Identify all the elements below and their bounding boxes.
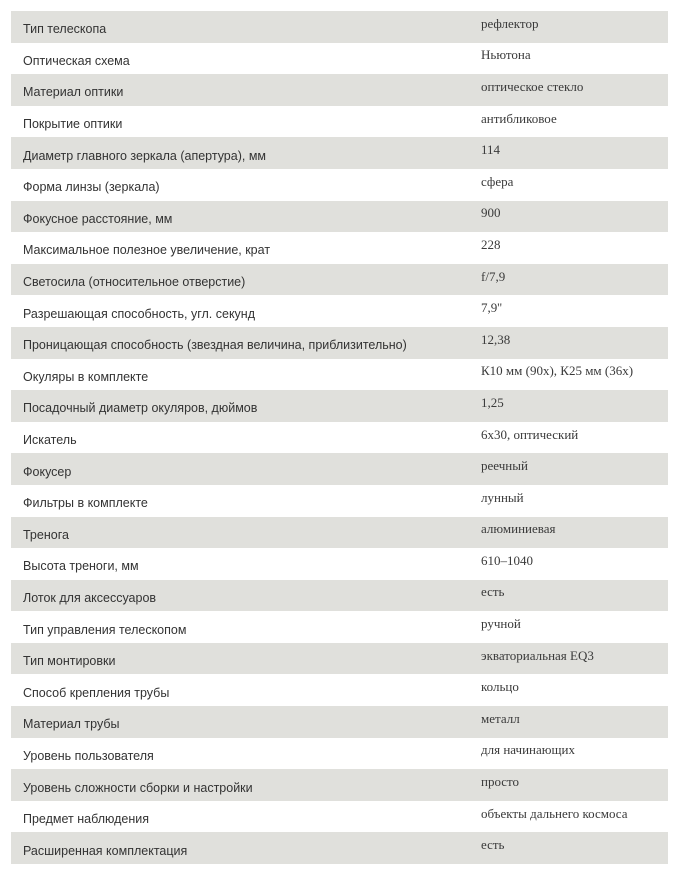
spec-row [11,295,668,327]
spec-row [11,832,668,864]
spec-label: Фильтры в комплекте [11,485,467,517]
spec-value: Ньютона [467,43,668,75]
spec-label: Материал оптики [11,74,467,106]
spec-value: лунный [467,485,668,517]
spec-row [11,643,668,675]
spec-value: кольцо [467,674,668,706]
spec-value: для начинающих [467,738,668,770]
spec-label: Расширенная комплектация [11,832,467,864]
spec-row [11,453,668,485]
spec-row [11,580,668,612]
spec-label: Диаметр главного зеркала (апертура), мм [11,137,467,169]
spec-row [11,517,668,549]
spec-label: Предмет наблюдения [11,801,467,833]
spec-label: Проницающая способность (звездная величина, приблизительно) [11,327,467,359]
spec-value: К10 мм (90х), К25 мм (36х) [467,359,668,391]
spec-value: оптическое стекло [467,74,668,106]
spec-label: Посадочный диаметр окуляров, дюймов [11,390,467,422]
spec-row [11,201,668,233]
spec-row [11,390,668,422]
spec-value: 114 [467,137,668,169]
spec-row [11,485,668,517]
spec-label: Оптическая схема [11,43,467,75]
specifications-table-body [11,11,668,864]
spec-value: 7,9'' [467,295,668,327]
spec-value: f/7,9 [467,264,668,296]
spec-label: Тренога [11,517,467,549]
spec-row [11,769,668,801]
spec-label: Разрешающая способность, угл. секунд [11,295,467,327]
spec-value: 900 [467,201,668,233]
spec-row [11,106,668,138]
spec-label: Лоток для аксессуаров [11,580,467,612]
spec-value: сфера [467,169,668,201]
spec-value: есть [467,580,668,612]
spec-row [11,137,668,169]
spec-label: Фокусное расстояние, мм [11,201,467,233]
spec-label: Уровень пользователя [11,738,467,770]
spec-value: 1,25 [467,390,668,422]
spec-label: Материал трубы [11,706,467,738]
spec-label: Покрытие оптики [11,106,467,138]
spec-row [11,674,668,706]
spec-label: Форма линзы (зеркала) [11,169,467,201]
spec-label: Светосила (относительное отверстие) [11,264,467,296]
spec-label: Тип монтировки [11,643,467,675]
spec-row [11,548,668,580]
spec-row [11,11,668,43]
spec-label: Тип телескопа [11,11,467,43]
spec-row [11,738,668,770]
spec-row [11,706,668,738]
spec-label: Фокусер [11,453,467,485]
spec-row [11,169,668,201]
spec-label: Способ крепления трубы [11,674,467,706]
spec-value: реечный [467,453,668,485]
spec-value: просто [467,769,668,801]
spec-value: 6х30, оптический [467,422,668,454]
spec-row [11,359,668,391]
spec-row [11,232,668,264]
spec-row [11,611,668,643]
spec-value: 228 [467,232,668,264]
spec-value: антибликовое [467,106,668,138]
spec-row [11,422,668,454]
specifications-table [11,11,668,864]
spec-value: экваториальная EQ3 [467,643,668,675]
spec-label: Уровень сложности сборки и настройки [11,769,467,801]
spec-value: 12,38 [467,327,668,359]
spec-value: объекты дальнего космоса [467,801,668,833]
spec-value: металл [467,706,668,738]
spec-value: есть [467,832,668,864]
spec-value: 610–1040 [467,548,668,580]
spec-label: Тип управления телескопом [11,611,467,643]
spec-value: рефлектор [467,11,668,43]
spec-label: Окуляры в комплекте [11,359,467,391]
spec-label: Максимальное полезное увеличение, крат [11,232,467,264]
spec-row [11,327,668,359]
spec-label: Высота треноги, мм [11,548,467,580]
spec-row [11,43,668,75]
spec-row [11,264,668,296]
spec-label: Искатель [11,422,467,454]
spec-row [11,801,668,833]
spec-row [11,74,668,106]
spec-value: алюминиевая [467,517,668,549]
spec-value: ручной [467,611,668,643]
